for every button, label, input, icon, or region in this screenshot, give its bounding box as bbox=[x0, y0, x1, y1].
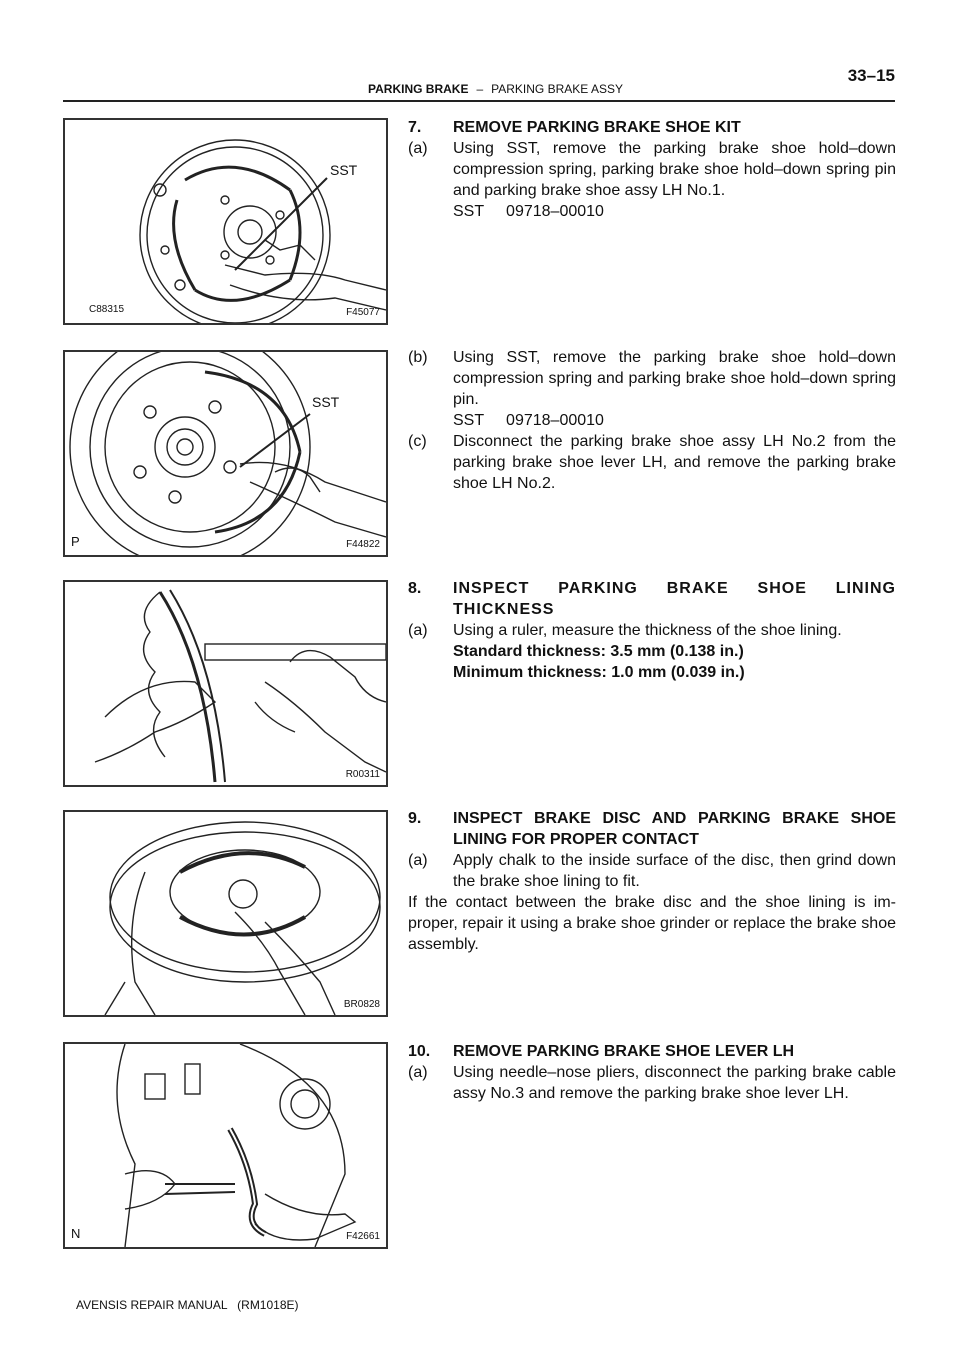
sst-number: SST 09718–00010 bbox=[453, 203, 604, 220]
step-8-heading bbox=[408, 578, 896, 620]
step-title: INSPECT PARKING BRAKE SHOE LINING THICKNESS bbox=[453, 580, 896, 618]
page-number: 33–15 bbox=[847, 66, 895, 85]
substep-label: (c) bbox=[408, 433, 427, 450]
brake-shoe-removal-illustration bbox=[65, 120, 386, 323]
step-9-heading bbox=[408, 808, 896, 850]
step-number: 10. bbox=[408, 1043, 431, 1060]
shoe-lever-removal-illustration bbox=[65, 1044, 386, 1247]
step-10a bbox=[408, 1062, 896, 1104]
figure-secondary-code: C88315 bbox=[89, 304, 125, 315]
standard-thickness: Standard thickness: 3.5 mm (0.138 in.) bbox=[453, 643, 744, 660]
step-7c bbox=[408, 431, 896, 494]
section-separator: – bbox=[476, 82, 484, 96]
step-8 bbox=[408, 578, 896, 683]
step-9 bbox=[408, 808, 896, 955]
step-7b bbox=[408, 347, 896, 410]
figure-4 bbox=[63, 810, 388, 1017]
subsection-name: PARKING BRAKE ASSY bbox=[491, 82, 623, 96]
figure-mark: P bbox=[71, 534, 80, 549]
step-number: 9. bbox=[408, 810, 422, 827]
step-title: REMOVE PARKING BRAKE SHOE KIT bbox=[453, 119, 741, 136]
step-title: INSPECT BRAKE DISC AND PARKING BRAKE SHOE LINING FOR PROPER CONTACT bbox=[453, 810, 896, 848]
disc-contact-illustration bbox=[65, 812, 386, 1015]
sst-label: SST bbox=[312, 394, 340, 410]
substep-text: Using SST, remove the parking brake shoe hold–down compression spring and parking brake shoe hold–down spring pin. bbox=[453, 349, 896, 408]
figure-2 bbox=[63, 350, 388, 557]
step-7-continued bbox=[408, 347, 896, 494]
figure-code: F44822 bbox=[346, 539, 380, 550]
figure-code: R00311 bbox=[345, 769, 380, 780]
step-title: REMOVE PARKING BRAKE SHOE LEVER LH bbox=[453, 1043, 795, 1060]
figure-1 bbox=[63, 118, 388, 325]
sst-number: SST 09718–00010 bbox=[453, 412, 604, 429]
substep-text: Using a ruler, measure the thickness of the shoe lining. bbox=[453, 622, 842, 639]
substep-text: Using SST, remove the parking brake shoe hold–down compression spring, parking brake shoe hold–down spring pin and parking brake shoe assy LH No.1. bbox=[453, 140, 896, 199]
minimum-thickness: Minimum thickness: 1.0 mm (0.039 in.) bbox=[453, 664, 745, 681]
substep-text: Disconnect the parking brake shoe assy LH No.2 from the parking brake shoe lever LH, and remove the parking brake shoe LH No.2. bbox=[453, 433, 896, 492]
step-7a bbox=[408, 138, 896, 201]
sst-label: SST bbox=[330, 162, 358, 178]
section-title bbox=[368, 82, 623, 96]
step-number: 8. bbox=[408, 580, 422, 597]
page-header bbox=[63, 62, 895, 102]
lining-measure-illustration bbox=[65, 582, 386, 785]
figure-3 bbox=[63, 580, 388, 787]
figure-mark: N bbox=[71, 1226, 81, 1241]
figure-code: BR0828 bbox=[343, 999, 380, 1010]
figure-5 bbox=[63, 1042, 388, 1249]
substep-text: Using needle–nose pliers, disconnect the parking brake cable assy No.3 and remove the parking brake shoe lever LH. bbox=[453, 1064, 896, 1102]
step-number: 7. bbox=[408, 119, 422, 136]
step-7 bbox=[408, 117, 896, 222]
hold-down-spring-illustration bbox=[65, 352, 386, 555]
substep-text: Apply chalk to the inside surface of the disc, then grind down the brake shoe lining to fit. bbox=[453, 852, 896, 890]
page-footer: AVENSIS REPAIR MANUAL (RM1018E) bbox=[76, 1298, 299, 1312]
substep-label: (a) bbox=[408, 852, 428, 869]
step-8a bbox=[408, 620, 896, 641]
substep-label: (a) bbox=[408, 140, 428, 157]
figure-code: F42661 bbox=[346, 1231, 380, 1242]
contact-note: If the contact between the brake disc and the shoe lining is im-proper, repair it using a brake shoe grinder or replace the brake shoe assembly. bbox=[408, 894, 896, 953]
step-10-heading bbox=[408, 1041, 896, 1062]
step-7-heading bbox=[408, 117, 896, 138]
section-name: PARKING BRAKE bbox=[368, 82, 469, 96]
substep-label: (a) bbox=[408, 1064, 428, 1081]
substep-label: (b) bbox=[408, 349, 428, 366]
substep-label: (a) bbox=[408, 622, 428, 639]
step-10 bbox=[408, 1041, 896, 1104]
figure-code: F45077 bbox=[346, 307, 380, 318]
step-9a bbox=[408, 850, 896, 892]
